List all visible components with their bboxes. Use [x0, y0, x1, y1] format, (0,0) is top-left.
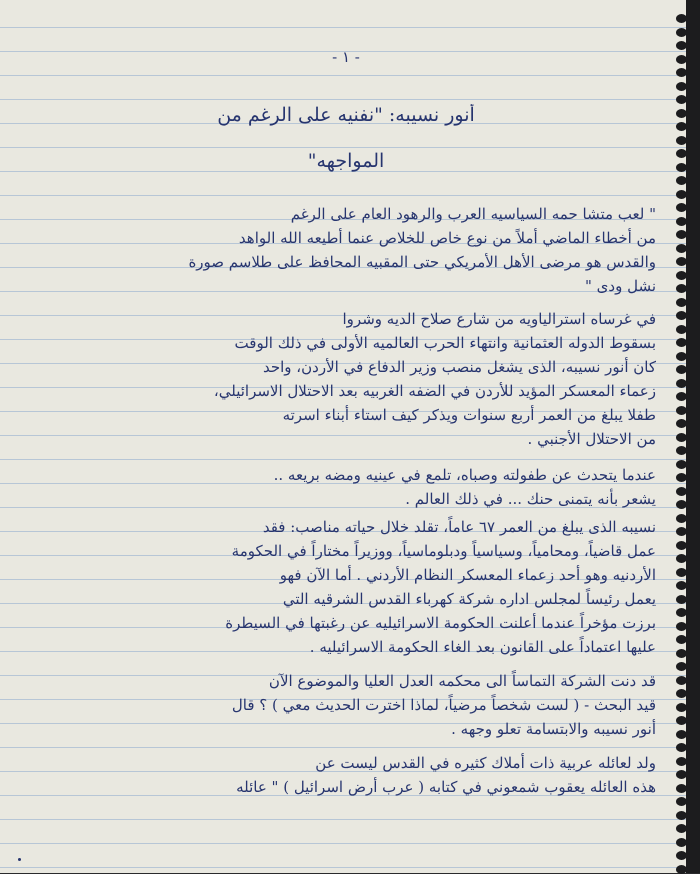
- perforation-hole: [676, 82, 687, 91]
- perforation-hole: [676, 797, 687, 806]
- perforation-hole: [676, 203, 687, 212]
- text-line: كان أنور نسيبه، الذى يشغل منصب وزير الدفاع في الأردن، واحد: [262, 358, 656, 376]
- text-line: يشعر بأنه يتمنى حنك ... في ذلك العالم .: [405, 490, 656, 508]
- perforation-hole: [676, 176, 687, 185]
- text-line: قيد البحث - ( لست شخصاً مرضياً، لماذا اخترت الحديث معي ) ؟ قال: [231, 696, 656, 714]
- perforation-hole: [676, 338, 687, 347]
- perforation-hole: [676, 28, 687, 37]
- text-line: هذه العائله يعقوب شمعوني في كتابه ( عرب أرض اسرائيل ) " عائله: [236, 778, 656, 796]
- perforation-hole: [676, 473, 687, 482]
- page-number: - ١ -: [332, 48, 360, 66]
- perforation-hole: [676, 514, 687, 523]
- perforation-hole: [676, 163, 687, 172]
- perforation-hole: [676, 622, 687, 631]
- perforation-hole: [676, 217, 687, 226]
- perforation-hole: [676, 244, 687, 253]
- perforation-hole: [676, 230, 687, 239]
- perforation-hole: [676, 703, 687, 712]
- perforation-hole: [676, 392, 687, 401]
- perforation-hole: [676, 149, 687, 158]
- perforation-hole: [676, 541, 687, 550]
- ink-dot: [18, 858, 21, 861]
- text-line: قد دنت الشركة التماساً الى محكمه العدل العليا والموضوع الآن: [268, 672, 656, 690]
- perforation-hole: [676, 581, 687, 590]
- perforation-hole: [676, 379, 687, 388]
- perforation-hole: [676, 770, 687, 779]
- perforation-hole: [676, 635, 687, 644]
- text-line: زعماء المعسكر المؤيد للأردن في الضفه الغربيه بعد الاحتلال الاسرائيلي،: [213, 382, 656, 400]
- perforation-hole: [676, 757, 687, 766]
- text-line: عليها اعتماداً على القانون بعد الغاء الحكومة الاسرائيليه .: [309, 638, 656, 656]
- text-line: نسيبه الذى يبلغ من العمر ٦٧ عاماً، تقلد خلال حياته مناصب: فقد: [262, 518, 656, 536]
- perforation-hole: [676, 190, 687, 199]
- perforation-hole: [676, 446, 687, 455]
- text-line: بسقوط الدوله العثمانية وانتهاء الحرب العالميه الأولى في ذلك الوقت: [234, 334, 656, 352]
- perforation-hole: [676, 554, 687, 563]
- perforation-hole: [676, 743, 687, 752]
- perforation-hole: [676, 271, 687, 280]
- perforation-hole: [676, 865, 687, 874]
- perforation-hole: [676, 689, 687, 698]
- perforation-hole: [676, 257, 687, 266]
- perforation-hole: [676, 311, 687, 320]
- perforation-hole: [676, 662, 687, 671]
- perforation-hole: [676, 406, 687, 415]
- text-line: عمل قاضياً، ومحامياً، وسياسياً ودبلوماسياً، ووزيراً مختاراً في الحكومة: [231, 542, 656, 560]
- text-line: في غرساه استرالياويه من شارع صلاح الديه وشروا: [342, 310, 656, 328]
- perforation-hole: [676, 649, 687, 658]
- perforation-hole: [676, 608, 687, 617]
- perforation-hole: [676, 851, 687, 860]
- title-line-2: المواجهه": [307, 150, 385, 172]
- perforation-hole: [676, 298, 687, 307]
- text-line: من الاحتلال الأجنبي .: [527, 430, 656, 448]
- perforation-hole: [676, 838, 687, 847]
- perforation-hole: [676, 122, 687, 131]
- text-line: يعمل رئيساً لمجلس اداره شركة كهرباء القدس الشرقيه التي: [282, 590, 656, 608]
- perforation-hole: [676, 419, 687, 428]
- perforation-hole: [676, 325, 687, 334]
- text-line: أنور نسيبه والابتسامة تعلو وجهه .: [451, 720, 656, 738]
- handwritten-text: [36, 46, 656, 858]
- text-line: من أخطاء الماضي أملاً من نوع خاص للخلاص عنما أطيعه الله الواهد: [238, 229, 656, 247]
- perforation-hole: [676, 352, 687, 361]
- text-line: طفلا يبلغ من العمر أربع سنوات ويذكر كيف استاء أبناء اسرته: [282, 406, 656, 424]
- perforation-hole: [676, 433, 687, 442]
- text-line: الأردنيه وهو أحد زعماء المعسكر النظام الأردني . أما الآن فهو: [279, 566, 656, 584]
- perforation-hole: [676, 716, 687, 725]
- perforation-hole: [676, 487, 687, 496]
- text-line: عندما يتحدث عن طفولته وصباه، تلمع في عينيه ومضه بريعه ..: [273, 466, 656, 484]
- spiral-binding-edge: [686, 0, 700, 873]
- perforation-hole: [676, 41, 687, 50]
- text-line: نشل ودى ": [584, 277, 656, 295]
- perforation-hole: [676, 500, 687, 509]
- perforation-hole: [676, 55, 687, 64]
- text-line: ولد لعائله عربية ذات أملاك كثيره في القدس ليست عن: [315, 754, 656, 772]
- perforation-hole: [676, 527, 687, 536]
- perforation-hole: [676, 68, 687, 77]
- title-line-1: أنور نسيبه: "نفنيه على الرغم من: [217, 104, 475, 126]
- perforation-hole: [676, 460, 687, 469]
- perforation-hole: [676, 109, 687, 118]
- perforation-hole: [676, 811, 687, 820]
- perforation-hole: [676, 284, 687, 293]
- perforation-hole: [676, 595, 687, 604]
- perforation-hole: [676, 568, 687, 577]
- perforation-hole: [676, 365, 687, 374]
- text-line: برزت مؤخراً عندما أعلنت الحكومة الاسرائيليه عن رغبتها في السيطرة: [225, 614, 656, 632]
- perforation-hole: [676, 676, 687, 685]
- perforation-hole: [676, 95, 687, 104]
- perforation-hole: [676, 14, 687, 23]
- perforation-hole: [676, 730, 687, 739]
- text-line: والقدس هو مرضى الأهل الأمريكي حتى المقبيه المحافظ على طلاسم صورة: [188, 253, 656, 271]
- perforation-hole: [676, 136, 687, 145]
- text-line: " لعب متشا حمه السياسيه العرب والرهود العام على الرغم: [290, 205, 656, 223]
- perforation-hole: [676, 784, 687, 793]
- perforation-hole: [676, 824, 687, 833]
